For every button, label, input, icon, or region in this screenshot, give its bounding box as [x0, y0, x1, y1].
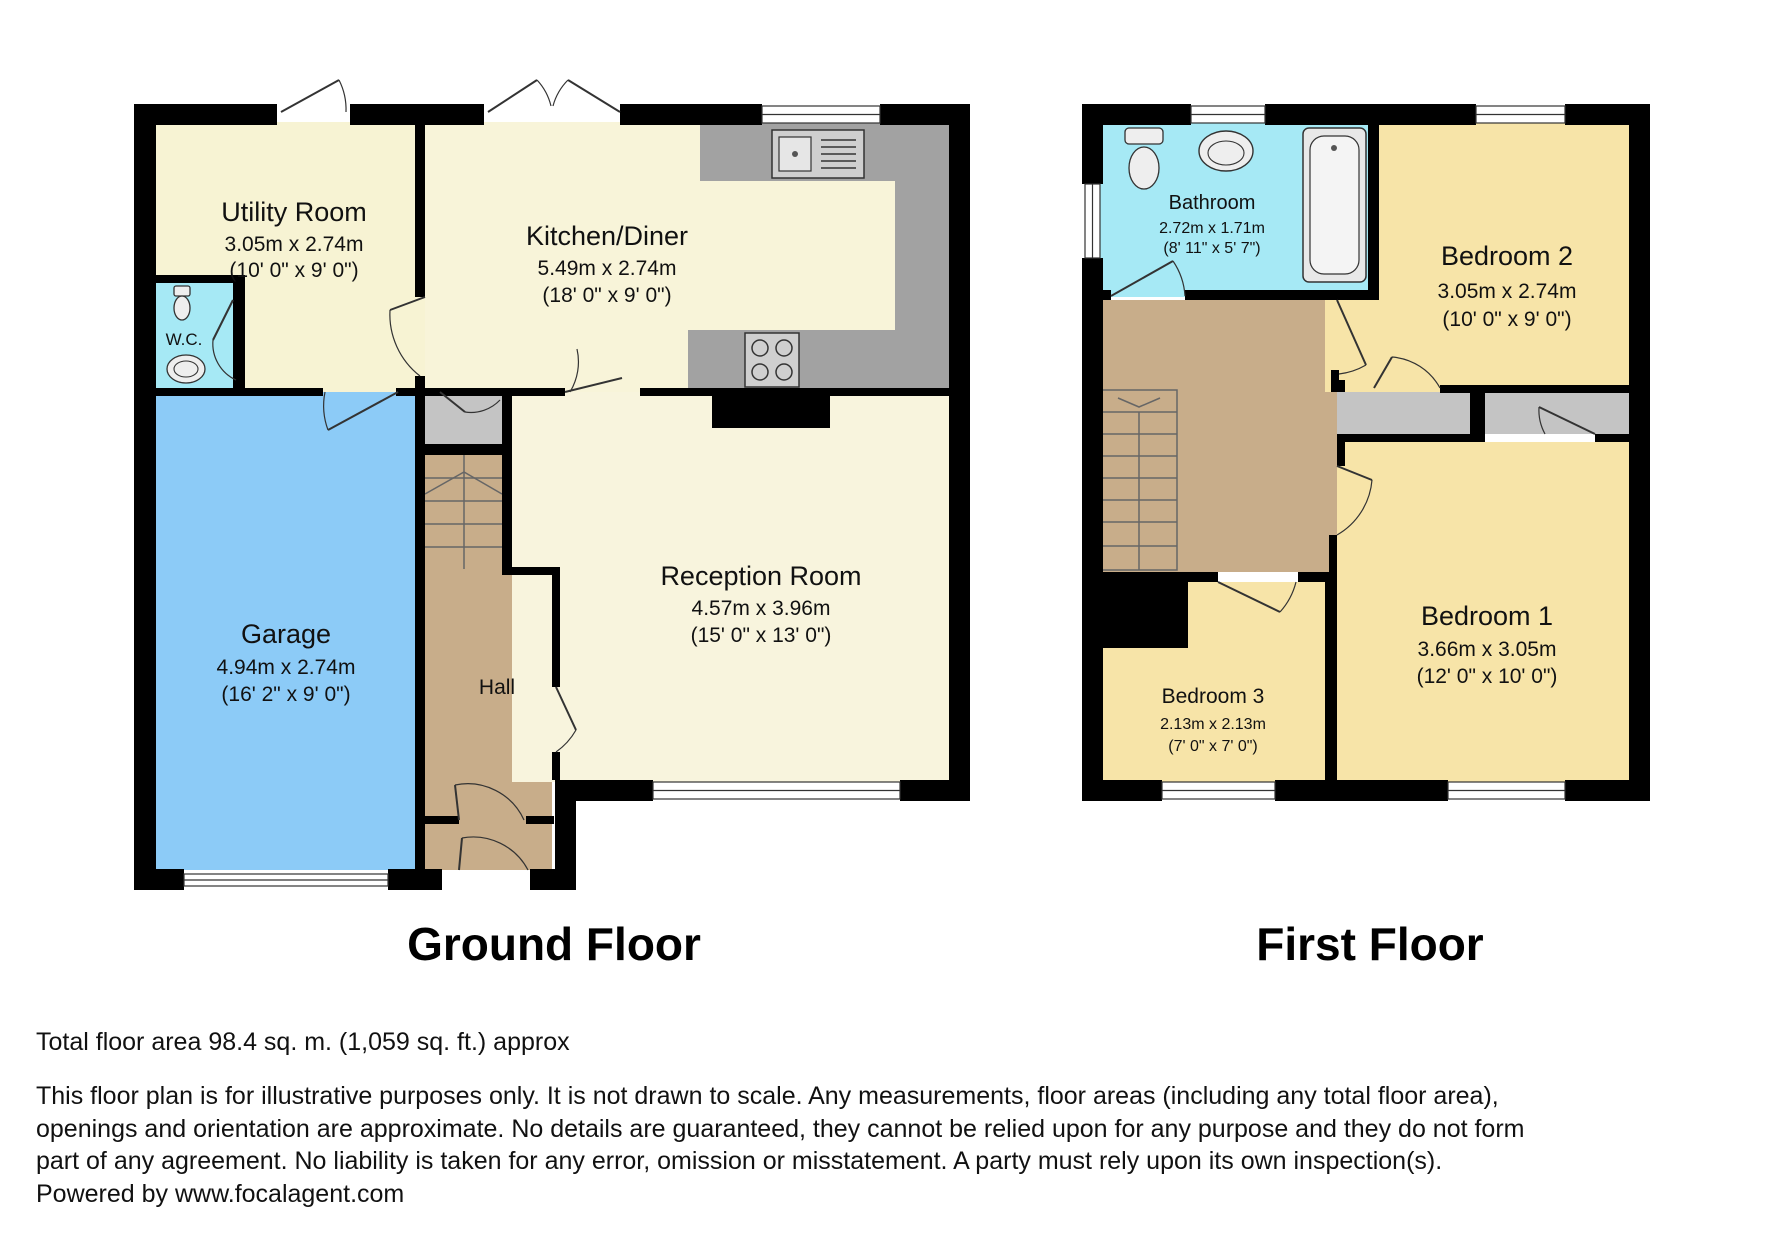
toilet-icon: [174, 286, 190, 320]
kitchen-diner-imperial: (18' 0" x 9' 0"): [542, 284, 672, 307]
reception-room-metric: 4.57m x 3.96m: [691, 597, 831, 620]
bedroom-3-imperial: (7' 0" x 7' 0"): [1168, 738, 1258, 755]
disclaimer-line: This floor plan is for illustrative purposes only. It is not drawn to scale. Any measurements, floor areas (including any total floor area),: [36, 1082, 1499, 1110]
bedroom-3-name: Bedroom 3: [1161, 685, 1265, 708]
chimney-breast: [712, 392, 830, 428]
hob-icon: [745, 333, 799, 387]
bathroom-name: Bathroom: [1168, 192, 1256, 214]
garage-imperial: (16' 2" x 9' 0"): [221, 683, 351, 706]
powered-by-link[interactable]: Powered by www.focalagent.com: [36, 1179, 405, 1208]
first-floor-cupboard: [1100, 582, 1188, 648]
hall-name: Hall: [478, 676, 516, 699]
ground-floor-plan: [134, 80, 970, 970]
bedroom-1-imperial: (12' 0" x 10' 0"): [1416, 665, 1558, 688]
bedroom-2-imperial: (10' 0" x 9' 0"): [1442, 308, 1572, 331]
ground-floor-title: Ground Floor: [407, 918, 701, 970]
garage-metric: 4.94m x 2.74m: [216, 656, 356, 679]
cupboard-right: [1485, 392, 1630, 434]
bedroom-2-metric: 3.05m x 2.74m: [1437, 280, 1577, 303]
bedroom-2-name: Bedroom 2: [1440, 241, 1574, 271]
kitchen-diner-metric: 5.49m x 2.74m: [537, 257, 677, 280]
under-stairs-cupboard: [425, 392, 502, 444]
first-floor-title: First Floor: [1256, 918, 1484, 970]
total-floor-area: Total floor area 98.4 sq. m. (1,059 sq. ft.) approx: [36, 1028, 570, 1056]
kitchen-diner-name: Kitchen/Diner: [525, 221, 689, 251]
wc-name: W.C.: [165, 330, 203, 349]
bathroom-metric: 2.72m x 1.71m: [1159, 220, 1265, 237]
bedroom-3-metric: 2.13m x 2.13m: [1160, 716, 1266, 733]
bathroom-basin-icon: [1199, 131, 1253, 171]
disclaimer: [36, 1080, 1736, 1210]
cupboard-left: [1337, 392, 1470, 434]
utility-room-metric: 3.05m x 2.74m: [224, 233, 364, 256]
reception-room-name: Reception Room: [660, 561, 862, 591]
first-floor-plan: [1082, 104, 1650, 970]
disclaimer-line: openings and orientation are approximate. No details are guaranteed, they cannot be relied upon for any purpose and they do not form: [36, 1114, 1525, 1143]
reception-room-imperial: (15' 0" x 13' 0"): [690, 624, 832, 647]
bedroom-1-name: Bedroom 1: [1420, 601, 1554, 631]
utility-room-name: Utility Room: [221, 197, 367, 227]
garage-name: Garage: [240, 619, 332, 649]
utility-room-imperial: (10' 0" x 9' 0"): [229, 259, 359, 282]
basin-icon: [167, 355, 205, 383]
bath-icon: [1303, 128, 1366, 282]
bathroom-imperial: (8' 11" x 5' 7"): [1163, 240, 1261, 257]
sink-icon: [772, 130, 864, 178]
disclaimer-line: part of any agreement. No liability is taken for any error, omission or misstatement. A party must rely upon its own inspection(s).: [36, 1147, 1443, 1175]
bedroom-1-metric: 3.66m x 3.05m: [1417, 638, 1557, 661]
